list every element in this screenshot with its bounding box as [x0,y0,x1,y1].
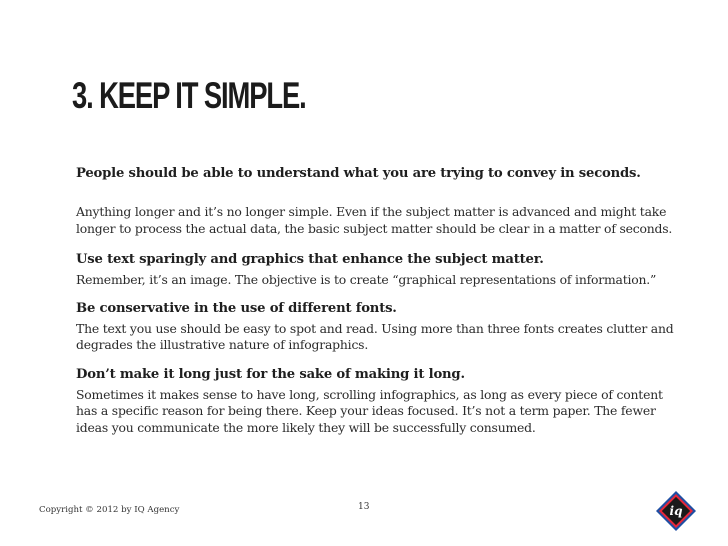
tip-block [76,299,676,354]
tip-block [76,204,676,237]
tip-heading: Don’t make it long just for the sake of making it long. [76,366,465,382]
tip-block [76,250,676,289]
logo-text: iq [669,504,683,518]
tip-heading: People should be able to understand what you are trying to convey in seconds. [76,166,641,181]
iq-agency-logo [655,490,697,532]
tip-block [76,164,676,184]
tip-body: Sometimes it makes sense to have long, scrolling infographics, as long as every piece of content has a specific reason for being there. Keep your ideas focused. It’s not a term paper. The fewer ideas you communicate the more likely they will be successfully consumed. [76,386,663,435]
tip-heading: Use text sparingly and graphics that enhance the subject matter. [76,252,544,267]
tip-block [76,365,676,437]
tip-heading: Be conservative in the use of different fonts. [76,300,397,316]
tip-body: Anything longer and it’s no longer simple. Even if the subject matter is advanced and might take longer to process the actual data, the basic subject matter should be clear in a matter of seconds. [76,204,673,236]
copyright-text: Copyright © 2012 by IQ Agency [39,505,180,515]
tip-body: The text you use should be easy to spot and read. Using more than three fonts creates clutter and degrades the illustrative nature of infographics. [76,320,674,352]
tip-body: Remember, it’s an image. The objective is to create “graphical representations of information.” [76,272,657,287]
slide-title: 3. KEEP IT SIMPLE. [72,75,306,116]
page-number: 13 [358,502,370,512]
slide-content [76,164,676,454]
